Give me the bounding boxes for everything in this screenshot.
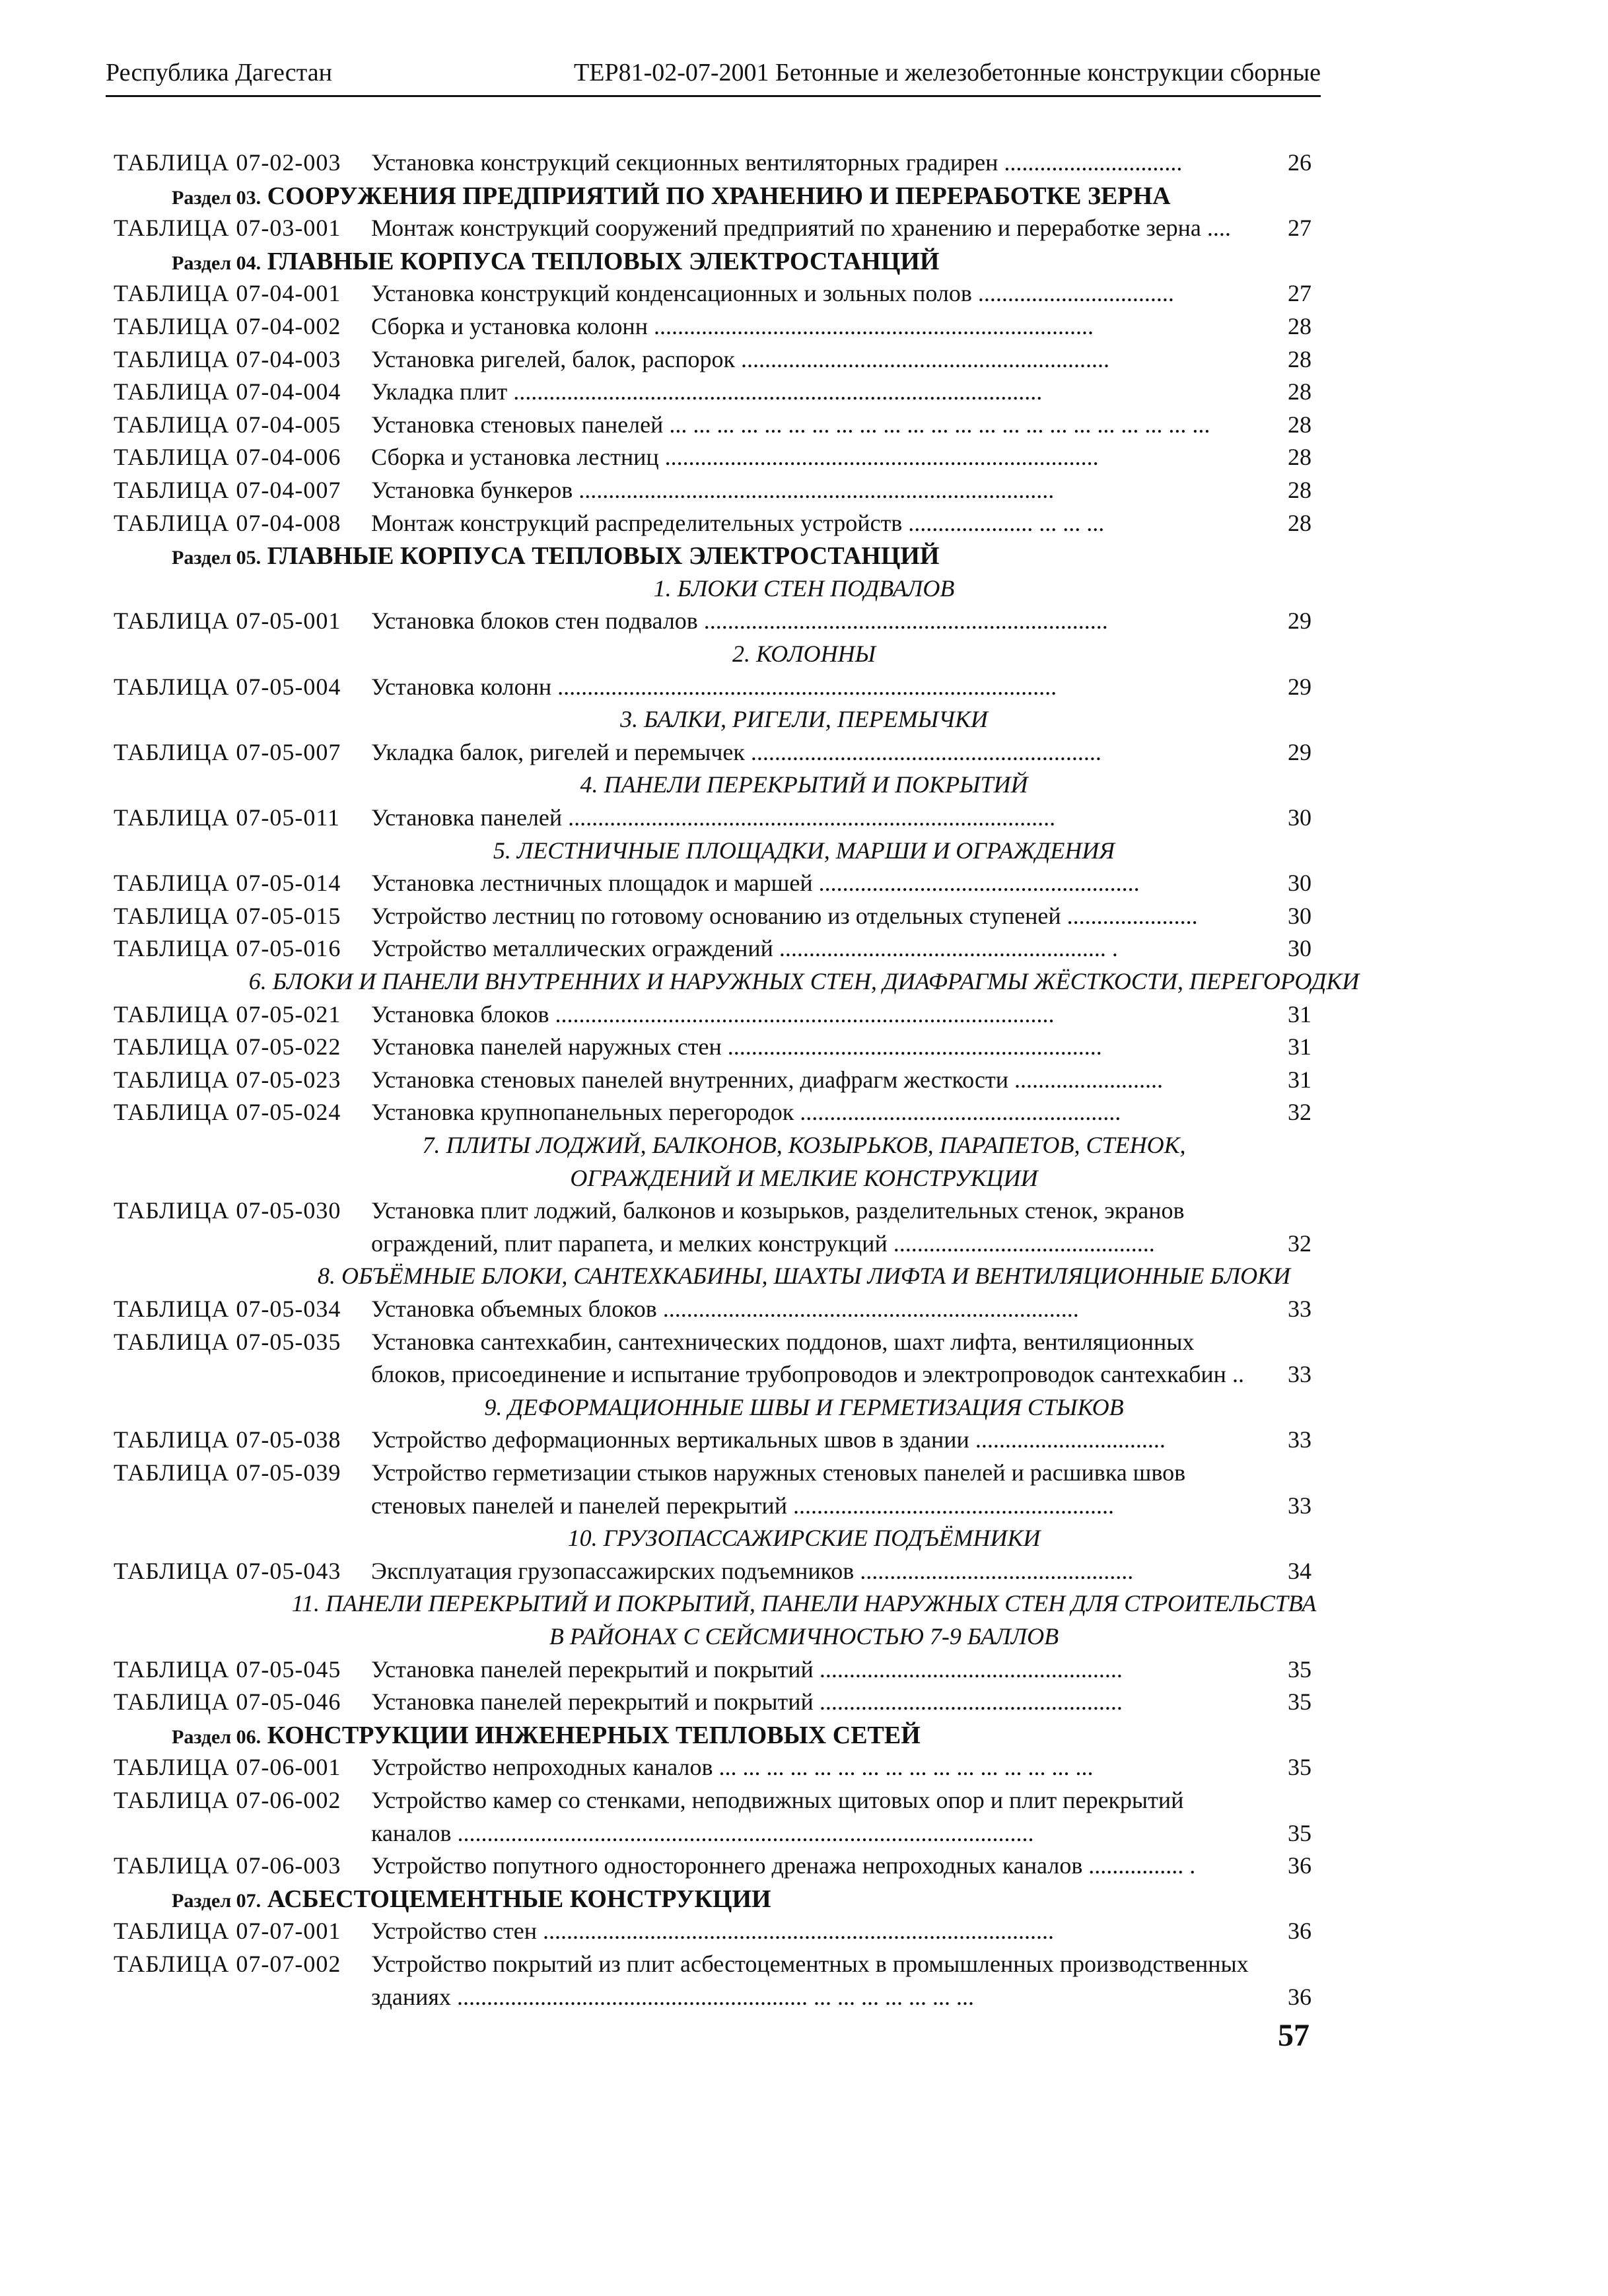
entry-title: Установка панелей .................................................................................. [371, 804, 1056, 831]
toc-entry-continuation [0, 1360, 1608, 1393]
subsection-title: 11. ПАНЕЛИ ПЕРЕКРЫТИЙ И ПОКРЫТИЙ, ПАНЕЛИ НАРУЖНЫХ СТЕН ДЛЯ СТРОИТЕЛЬСТВА [291, 1590, 1317, 1617]
toc-entry [0, 1000, 1608, 1033]
table-code: ТАБЛИЦА 07-05-001 [114, 608, 341, 635]
table-code: ТАБЛИЦА 07-04-006 [114, 444, 341, 471]
entry-page-number: 33 [1288, 1296, 1311, 1322]
toc-entry-continuation [0, 1492, 1608, 1525]
entry-page-number: 29 [1288, 673, 1311, 700]
toc-entry [0, 411, 1608, 444]
section-title: СООРУЖЕНИЯ ПРЕДПРИЯТИЙ ПО ХРАНЕНИЮ И ПЕРЕРАБОТКЕ ЗЕРНА [267, 182, 1171, 210]
toc-entry [0, 934, 1608, 967]
section-heading [0, 247, 1608, 280]
table-code: ТАБЛИЦА 07-06-001 [114, 1754, 341, 1781]
table-code: ТАБЛИЦА 07-05-034 [114, 1296, 341, 1322]
subsection-title: 9. ДЕФОРМАЦИОННЫЕ ШВЫ И ГЕРМЕТИЗАЦИЯ СТЫКОВ [484, 1393, 1124, 1420]
toc-entry [0, 869, 1608, 902]
table-code: ТАБЛИЦА 07-05-045 [114, 1655, 341, 1683]
toc-entry [0, 1557, 1608, 1590]
toc-entry [0, 1950, 1608, 1983]
subsection-title: 6. БЛОКИ И ПАНЕЛИ ВНУТРЕННИХ И НАРУЖНЫХ СТЕН, ДИАФРАГМЫ ЖЁСТКОСТИ, ПЕРЕГОРОДКИ [248, 968, 1360, 994]
toc-entry-continuation [0, 1983, 1608, 2016]
entry-page-number: 31 [1288, 1066, 1311, 1093]
toc-entry [0, 902, 1608, 935]
subsection-title: 8. ОБЪЁМНЫЕ БЛОКИ, САНТЕХКАБИНЫ, ШАХТЫ ЛИФТА И ВЕНТИЛЯЦИОННЫЕ БЛОКИ [317, 1263, 1291, 1290]
section-heading-text [172, 247, 940, 276]
toc-entry-continuation [0, 1230, 1608, 1263]
entry-page-number: 30 [1288, 935, 1311, 962]
table-code: ТАБЛИЦА 07-07-002 [114, 1951, 341, 1977]
subsection-title: 1. БЛОКИ СТЕН ПОДВАЛОВ [653, 574, 955, 602]
section-number: Раздел 04. [172, 252, 262, 274]
entry-title: Установка колонн .................................................................................... [371, 673, 1057, 700]
table-code: ТАБЛИЦА 07-05-014 [114, 870, 341, 897]
table-code: ТАБЛИЦА 07-05-030 [114, 1197, 341, 1224]
entry-page-number: 29 [1288, 608, 1311, 635]
subsection-heading [0, 837, 1608, 870]
subsection-heading [0, 574, 1608, 608]
page-header [106, 53, 1321, 97]
table-code: ТАБЛИЦА 07-04-004 [114, 378, 341, 405]
entry-title: стеновых панелей и панелей перекрытий ...................................................... [371, 1492, 1114, 1519]
table-code: ТАБЛИЦА 07-04-008 [114, 509, 341, 536]
section-title: КОНСТРУКЦИИ ИНЖЕНЕРНЫХ ТЕПЛОВЫХ СЕТЕЙ [267, 1721, 921, 1749]
entry-title: Устройство покрытий из плит асбестоцементных в промышленных производственных [371, 1951, 1249, 1977]
table-code: ТАБЛИЦА 07-05-043 [114, 1557, 341, 1584]
entry-page-number: 28 [1288, 313, 1311, 339]
table-code: ТАБЛИЦА 07-05-021 [114, 1000, 341, 1027]
entry-page-number: 35 [1288, 1819, 1311, 1846]
entry-title: Установка конструкций конденсационных и зольных полов ................................. [371, 280, 1174, 307]
table-code: ТАБЛИЦА 07-05-015 [114, 902, 341, 929]
entry-title: Установка бункеров ................................................................................ [371, 477, 1055, 503]
toc-entry-continuation [0, 1819, 1608, 1852]
entry-page-number: 26 [1288, 149, 1311, 176]
toc-entry [0, 804, 1608, 837]
entry-page-number: 29 [1288, 738, 1311, 765]
table-code: ТАБЛИЦА 07-05-038 [114, 1426, 341, 1453]
entry-page-number: 28 [1288, 509, 1311, 536]
toc-entry [0, 607, 1608, 640]
toc-entry [0, 345, 1608, 378]
section-number: Раздел 05. [172, 547, 262, 569]
toc-entry [0, 1197, 1608, 1230]
entry-title: Установка ригелей, балок, распорок .............................................................. [371, 345, 1110, 372]
entry-page-number: 30 [1288, 870, 1311, 897]
entry-page-number: 28 [1288, 378, 1311, 405]
toc-entry [0, 1688, 1608, 1721]
toc-entry [0, 1917, 1608, 1950]
table-code: ТАБЛИЦА 07-04-005 [114, 411, 341, 438]
entry-page-number: 30 [1288, 804, 1311, 831]
section-title: АСБЕСТОЦЕМЕНТНЫЕ КОНСТРУКЦИИ [267, 1885, 771, 1913]
entry-page-number: 33 [1288, 1361, 1311, 1388]
table-code: ТАБЛИЦА 07-06-003 [114, 1852, 341, 1879]
subsection-heading [0, 967, 1608, 1000]
entry-page-number: 35 [1288, 1754, 1311, 1781]
entry-title: Устройство непроходных каналов ... ... ... ... ... ... ... ... ... ... ... ... ... ... ... ... [371, 1754, 1094, 1781]
entry-page-number: 35 [1288, 1655, 1311, 1683]
entry-title: Установка блоков стен подвалов .................................................................... [371, 608, 1108, 635]
section-number: Раздел 03. [172, 186, 262, 209]
table-code: ТАБЛИЦА 07-05-024 [114, 1099, 341, 1126]
toc-entry [0, 1033, 1608, 1066]
entry-page-number: 28 [1288, 345, 1311, 372]
table-code: ТАБЛИЦА 07-05-022 [114, 1033, 341, 1061]
subsection-title: 2. КОЛОННЫ [732, 641, 876, 667]
section-heading [0, 541, 1608, 574]
entry-page-number: 28 [1288, 477, 1311, 503]
entry-title: ограждений, плит парапета, и мелких конструкций ............................................ [371, 1230, 1155, 1257]
section-title: ГЛАВНЫЕ КОРПУСА ТЕПЛОВЫХ ЭЛЕКТРОСТАНЦИЙ [267, 542, 940, 571]
page-number: 57 [1278, 2018, 1310, 2053]
entry-page-number: 31 [1288, 1033, 1311, 1061]
section-heading-text [172, 1721, 921, 1750]
header-document-title: ТЕР81-02-07-2001 Бетонные и железобетонные конструкции сборные [574, 59, 1321, 87]
entry-page-number: 28 [1288, 444, 1311, 471]
section-heading [0, 1885, 1608, 1918]
entry-page-number: 36 [1288, 1918, 1311, 1945]
subsection-title: 4. ПАНЕЛИ ПЕРЕКРЫТИЙ И ПОКРЫТИЙ [580, 771, 1028, 798]
entry-page-number: 36 [1288, 1983, 1311, 2010]
toc-entry [0, 1066, 1608, 1099]
entry-title: Установка плит лоджий, балконов и козырьков, разделительных стенок, экранов [371, 1197, 1185, 1224]
toc-entry [0, 1295, 1608, 1328]
section-title: ГЛАВНЫЕ КОРПУСА ТЕПЛОВЫХ ЭЛЕКТРОСТАНЦИЙ [267, 247, 940, 275]
entry-page-number: 36 [1288, 1852, 1311, 1879]
entry-title: Установка панелей перекрытий и покрытий ................................................... [371, 1655, 1123, 1683]
entry-page-number: 32 [1288, 1099, 1311, 1126]
section-number: Раздел 07. [172, 1889, 262, 1912]
subsection-heading [0, 640, 1608, 673]
toc-entry [0, 279, 1608, 312]
entry-title: Сборка и установка лестниц ......................................................................... [371, 444, 1099, 471]
entry-title: Установка объемных блоков ...................................................................... [371, 1296, 1079, 1322]
subsection-heading [0, 1524, 1608, 1557]
table-code: ТАБЛИЦА 07-05-011 [114, 804, 341, 831]
entry-title: блоков, присоединение и испытание трубопроводов и электропроводок сантехкабин .. [371, 1361, 1244, 1388]
table-code: ТАБЛИЦА 07-03-001 [114, 215, 341, 242]
entry-title: Установка блоков .................................................................................... [371, 1000, 1055, 1027]
entry-page-number: 30 [1288, 902, 1311, 929]
entry-title: Устройство лестниц по готовому основанию из отдельных ступеней ...................... [371, 902, 1198, 929]
entry-title: Установка сантехкабин, сантехнических поддонов, шахт лифта, вентиляционных [371, 1328, 1195, 1355]
table-code: ТАБЛИЦА 07-05-016 [114, 935, 341, 962]
entry-title: каналов ................................................................................................. [371, 1819, 1034, 1846]
table-code: ТАБЛИЦА 07-02-003 [114, 149, 341, 176]
table-code: ТАБЛИЦА 07-07-001 [114, 1918, 341, 1945]
toc-entry [0, 673, 1608, 706]
entry-title: Эксплуатация грузопассажирских подъемников .............................................. [371, 1557, 1134, 1584]
entry-title: Сборка и установка колонн .......................................................................... [371, 313, 1094, 339]
section-heading-text [172, 182, 1171, 211]
toc-entry [0, 378, 1608, 411]
subsection-title: В РАЙОНАХ С СЕЙСМИЧНОСТЬЮ 7-9 БАЛЛОВ [549, 1623, 1059, 1650]
subsection-heading [0, 1393, 1608, 1426]
entry-title: Устройство камер со стенками, неподвижных щитовых опор и плит перекрытий [371, 1787, 1184, 1813]
entry-title: Установка стеновых панелей ... ... ... ... ... ... ... ... ... ... ... ... ... ... ... ... ... ... ... ... ... ... ... [371, 411, 1210, 438]
table-code: ТАБЛИЦА 07-06-002 [114, 1787, 341, 1813]
toc-entry [0, 214, 1608, 247]
subsection-heading [0, 1622, 1608, 1655]
entry-page-number: 28 [1288, 411, 1311, 438]
toc-entry [0, 443, 1608, 476]
subsection-title: 7. ПЛИТЫ ЛОДЖИЙ, БАЛКОНОВ, КОЗЫРЬКОВ, ПАРАПЕТОВ, СТЕНОК, [422, 1132, 1186, 1158]
table-code: ТАБЛИЦА 07-05-039 [114, 1459, 341, 1486]
entry-title: Монтаж конструкций сооружений предприятий по хранению и переработке зерна .... [371, 215, 1231, 242]
header-region: Республика Дагестан [106, 59, 332, 87]
table-code: ТАБЛИЦА 07-05-046 [114, 1688, 341, 1716]
subsection-heading [0, 1164, 1608, 1197]
toc-entry [0, 1786, 1608, 1819]
table-code: ТАБЛИЦА 07-05-007 [114, 738, 341, 765]
entry-title: Устройство попутного одностороннего дренажа непроходных каналов ................ . [371, 1852, 1196, 1879]
table-code: ТАБЛИЦА 07-04-003 [114, 345, 341, 372]
subsection-title: ОГРАЖДЕНИЙ И МЕЛКИЕ КОНСТРУКЦИИ [570, 1164, 1038, 1191]
entry-page-number: 33 [1288, 1492, 1311, 1519]
table-code: ТАБЛИЦА 07-04-002 [114, 313, 341, 339]
section-number: Раздел 06. [172, 1725, 262, 1748]
entry-title: Устройство стен ...................................................................................... [371, 1918, 1054, 1945]
entry-page-number: 27 [1288, 280, 1311, 307]
entry-page-number: 34 [1288, 1557, 1311, 1584]
entry-title: Установка панелей наружных стен ............................................................... [371, 1033, 1102, 1061]
toc-entry [0, 1328, 1608, 1361]
table-code: ТАБЛИЦА 07-04-007 [114, 477, 341, 503]
entry-page-number: 32 [1288, 1230, 1311, 1257]
subsection-title: 10. ГРУЗОПАССАЖИРСКИЕ ПОДЪЁМНИКИ [567, 1525, 1041, 1552]
toc-entry [0, 1753, 1608, 1786]
entry-title: Установка крупнопанельных перегородок ...................................................... [371, 1099, 1121, 1126]
toc-entry [0, 312, 1608, 345]
subsection-title: 5. ЛЕСТНИЧНЫЕ ПЛОЩАДКИ, МАРШИ И ОГРАЖДЕНИЯ [493, 837, 1115, 864]
entry-page-number: 31 [1288, 1000, 1311, 1027]
toc-entry [0, 1655, 1608, 1688]
toc-entry [0, 1426, 1608, 1459]
section-heading [0, 1721, 1608, 1754]
section-heading-text [172, 1885, 771, 1914]
toc-entry [0, 476, 1608, 509]
entry-title: Установка стеновых панелей внутренних, диафрагм жесткости ......................... [371, 1066, 1163, 1093]
entry-page-number: 33 [1288, 1426, 1311, 1453]
table-code: ТАБЛИЦА 07-05-035 [114, 1328, 341, 1355]
entry-title: Установка лестничных площадок и маршей ...................................................... [371, 870, 1140, 897]
table-code: ТАБЛИЦА 07-05-023 [114, 1066, 341, 1093]
entry-title: Устройство деформационных вертикальных швов в здании ................................ [371, 1426, 1166, 1453]
section-heading-text [172, 541, 940, 571]
entry-title: зданиях ........................................................... ... ... ... ... ... ... ... [371, 1983, 974, 2010]
subsection-heading [0, 1262, 1608, 1295]
entry-title: Устройство металлических ограждений ....................................................... . [371, 935, 1118, 962]
subsection-title: 3. БАЛКИ, РИГЕЛИ, ПЕРЕМЫЧКИ [620, 706, 988, 733]
subsection-heading [0, 1131, 1608, 1164]
subsection-heading [0, 1589, 1608, 1622]
entry-title: Установка конструкций секционных вентиляторных градирен .............................. [371, 149, 1183, 176]
entry-title: Монтаж конструкций распределительных устройств ..................... ... ... ... [371, 509, 1105, 536]
toc-entry [0, 1098, 1608, 1131]
toc-entry [0, 1852, 1608, 1885]
entry-title: Укладка плит ......................................................................................... [371, 378, 1043, 405]
entry-title: Установка панелей перекрытий и покрытий ................................................... [371, 1688, 1123, 1716]
entry-title: Устройство герметизации стыков наружных стеновых панелей и расшивка швов [371, 1459, 1186, 1486]
subsection-heading [0, 705, 1608, 738]
toc-entry [0, 149, 1608, 182]
toc-entry [0, 509, 1608, 542]
entry-title: Укладка балок, ригелей и перемычек ........................................................... [371, 738, 1101, 765]
toc-entry [0, 738, 1608, 771]
entry-page-number: 27 [1288, 215, 1311, 242]
toc-entry [0, 1459, 1608, 1492]
subsection-heading [0, 771, 1608, 804]
entry-page-number: 35 [1288, 1688, 1311, 1716]
table-code: ТАБЛИЦА 07-05-004 [114, 673, 341, 700]
section-heading [0, 182, 1608, 215]
table-code: ТАБЛИЦА 07-04-001 [114, 280, 341, 307]
